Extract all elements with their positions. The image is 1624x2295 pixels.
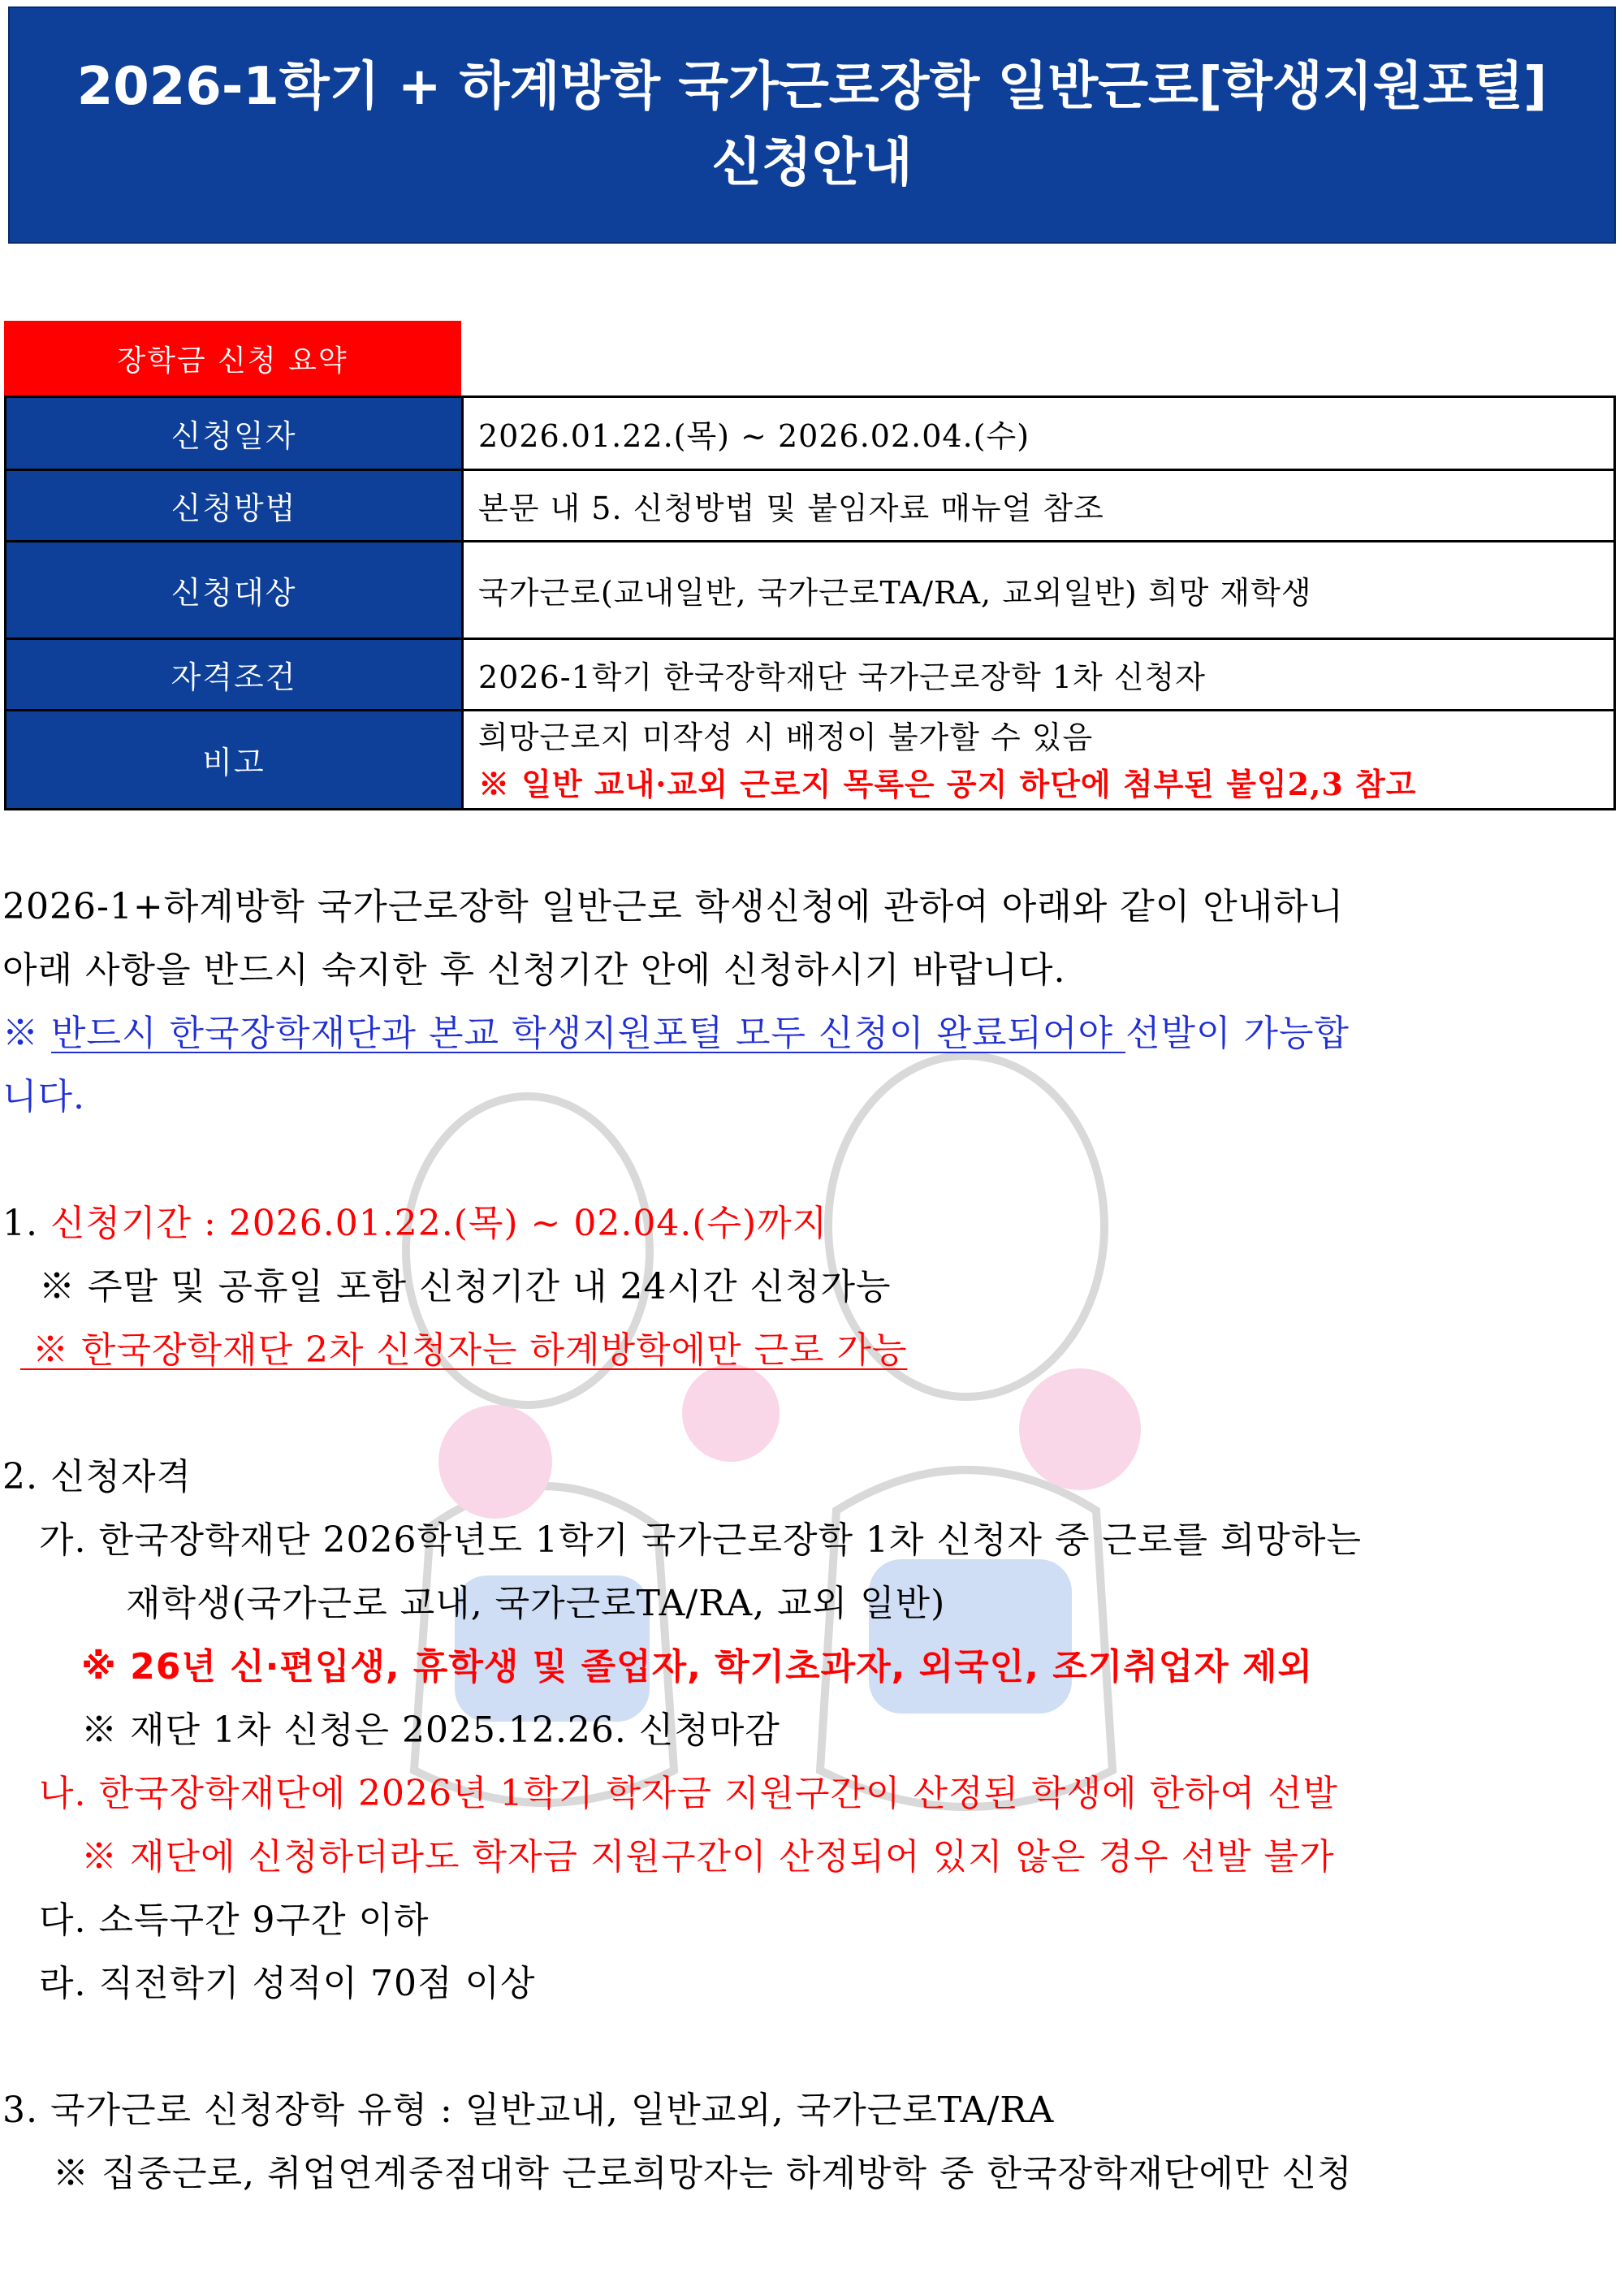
summary-key: 자격조건: [6, 639, 463, 711]
intro-line3-prefix: ※: [2, 1013, 51, 1054]
summary-value: 국가근로(교내일반, 국가근로TA/RA, 교외일반) 희망 재학생: [463, 542, 1615, 639]
summary-value: [463, 711, 1615, 810]
summary-key: 신청방법: [6, 470, 463, 542]
notice-title-banner: [8, 6, 1616, 244]
section2-heading: 2. 신청자격: [2, 1456, 192, 1498]
section1-number: 1.: [2, 1203, 50, 1244]
summary-value: 본문 내 5. 신청방법 및 붙임자료 매뉴얼 참조: [463, 470, 1615, 542]
section1-heading: [2, 1194, 827, 1246]
notice-title-line1: 2026-1학기 + 하계방학 국가근로장학 일반근로[학생지원포털]: [76, 57, 1548, 117]
summary-value: 2026-1학기 한국장학재단 국가근로장학 1차 신청자: [463, 639, 1615, 711]
summary-value: 2026.01.22.(목) ~ 2026.02.04.(수): [463, 397, 1615, 470]
section1-note1: ※ 주말 및 공휴일 포함 신청기간 내 24시간 신청가능: [39, 1266, 892, 1307]
summary-key: 신청일자: [6, 397, 463, 470]
intro-line3-underlined: 반드시 한국장학재단과 본교 학생지원포털 모두 신청이 완료되어야: [51, 1013, 1126, 1054]
table-row: [6, 639, 1615, 711]
section3-heading: 3. 국가근로 신청장학 유형 : 일반교내, 일반교외, 국가근로TA/RA: [2, 2090, 1055, 2131]
remark-text: 희망근로지 미작성 시 배정이 불가할 수 있음: [478, 719, 1094, 755]
table-row: [6, 470, 1615, 542]
notice-title-line2: 신청안내: [711, 133, 913, 193]
section2-a-line2: 재학생(국가근로 교내, 국가근로TA/RA, 교외 일반): [126, 1583, 946, 1624]
summary-table: [4, 395, 1616, 810]
intro-line3: [2, 1004, 1350, 1056]
section1-heading-text: 신청기간 : 2026.01.22.(목) ~ 02.04.(수)까지: [50, 1203, 828, 1244]
summary-key: 신청대상: [6, 542, 463, 639]
intro-line1: 2026-1+하계방학 국가근로장학 일반근로 학생신청에 관하여 아래와 같이 안내하니: [2, 886, 1345, 927]
summary-label: 장학금 신청 요약: [4, 321, 461, 395]
section2-c-line: 다. 소득구간 9구간 이하: [39, 1900, 430, 1941]
intro-line3-rest: 선발이 가능합: [1125, 1013, 1350, 1054]
section2-b-note: ※ 재단에 신청하더라도 학자금 지원구간이 산정되어 있지 않은 경우 선발 불가: [81, 1836, 1335, 1878]
table-row: [6, 542, 1615, 639]
section2-a-note1: ※ 26년 신·편입생, 휴학생 및 졸업자, 학기초과자, 외국인, 조기취업자 제외: [81, 1646, 1314, 1688]
summary-key: 비고: [6, 711, 463, 810]
section2-d-line: 라. 직전학기 성적이 70점 이상: [39, 1963, 536, 2004]
section1-note2-text: ※ 한국장학재단 2차 신청자는 하계방학에만 근로 가능: [32, 1329, 908, 1371]
section2-a-line1: 가. 한국장학재단 2026학년도 1학기 국가근로장학 1차 신청자 중 근로를 희망하는: [39, 1519, 1362, 1561]
table-row: [6, 711, 1615, 810]
section2-b-line: 나. 한국장학재단에 2026년 1학기 학자금 지원구간이 산정된 학생에 한하여 선발: [39, 1773, 1338, 1814]
section3-note: ※ 집중근로, 취업연계중점대학 근로희망자는 하계방학 중 한국장학재단에만 신청: [53, 2153, 1353, 2194]
remark-note: ※ 일반 교내·교외 근로지 목록은 공지 하단에 첨부된 붙임2,3 참고: [478, 765, 1417, 802]
section1-note2: [20, 1320, 908, 1372]
section2-a-note2: ※ 재단 1차 신청은 2025.12.26. 신청마감: [81, 1709, 780, 1751]
table-row: [6, 397, 1615, 470]
intro-line2: 아래 사항을 반드시 숙지한 후 신청기간 안에 신청하시기 바랍니다.: [2, 949, 1066, 991]
intro-line4: 니다.: [2, 1076, 85, 1117]
